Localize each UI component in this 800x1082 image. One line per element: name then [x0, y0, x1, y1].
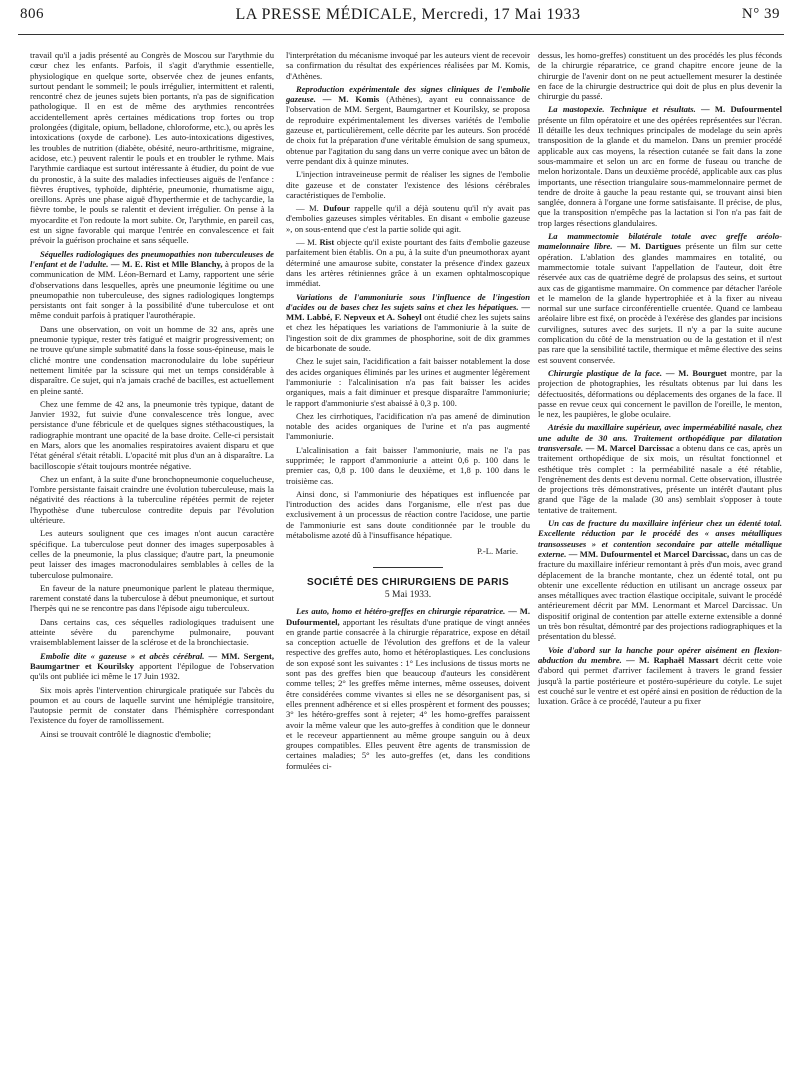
- discussant-name: Dufour: [323, 203, 350, 214]
- column-middle: [286, 50, 530, 774]
- article: [286, 606, 530, 771]
- article-title: Reproduction expérimentale des signes cliniques de l'embolie gazeuse.: [286, 83, 530, 105]
- article: [286, 84, 530, 166]
- paragraph: Chez un enfant, à la suite d'une bronchopneumonie coquelucheuse, l'ombre persistante faisait craindre une évolution tuberculeuse, mais la négativité des réactions à la tuberculine répétées permit de rejeter l'hypothèse d'une tuberculose contredite depuis par l'évolution ultérieure.: [30, 473, 274, 526]
- article-authors: — MM. Sergent, Baumgartner et Kourilsky: [30, 650, 274, 671]
- paragraph: Ainsi donc, si l'ammoniurie des hépatiques est influencée par l'introduction des acides dans l'organisme, elle n'est pas due exclusivement à un processus de réaction contre l'acidose, une partie de l'ammoniurie est sans doute conditionnée par le trouble du métabolisme azoté dû à l'insuffisance hépatique.: [286, 488, 530, 541]
- article-text: présente un film sur cette opération. L'ablation des glandes mammaires en totalité, ou mammectomie totale suivant l'appellation de l'auteur, doit être réservée aux cas de quatrième degré de prolapsus des seins, et surtout aux cas de gigantisme mammaire. On commence par détacher l'aréole et le mamelon de la glande hypertrophiée et à la fixer au niveau normal sur une surface circonférentielle cruentée. Quand ce lambeau aréolaire libre est fixé, on procède à l'exérèse des glandes par incisions curvilignes, sutures avec des surjets. Il n'y a par la suite aucune complication du côté de la menstruation ou de la gestation et il n'est pas rare que la sensibilité tactile, thermique et même élective des seins est souvent conservée.: [538, 241, 782, 365]
- article-authors: — M. Bourguet: [665, 367, 727, 378]
- discussion-text: objecte qu'il existe pourtant des faits d'embolie gazeuse parfaitement bien établis. On a pu, à la suite d'un pneumothorax ayant déterminé une amaurose subite, constater la présence d'index gazeux dans les artères rétiniennes grâce à un examen ophtalmoscopique immédiat.: [286, 237, 530, 289]
- article-text: a obtenu dans ce cas, après un traitement orthopédique de six mois, un résultat fonctionnel et esthétique très complet : la perméabilité nasale a été rétablie, l'engrènement des dents est devenu normal. Cette observation, illustrée de projections très démonstratives, présente un intérêt d'autant plus grand que l'âge de la malade (30 ans) semblait s'opposer à toute tentative de traitement.: [538, 442, 783, 515]
- article-authors: — M. Marcel Darcissac: [585, 442, 674, 453]
- paragraph: Six mois après l'intervention chirurgicale pratiquée sur l'abcès du poumon et au cours de laquelle survint une hémiplégie transitoire, l'autopsie permit de constater dans l'hémisphère correspondant l'existence du foyer de ramollissement.: [30, 684, 274, 726]
- article: [538, 368, 782, 419]
- signature: P.-L. Marie.: [476, 546, 518, 557]
- article-text: présente un film opératoire et une des opérées représentées sur l'écran. Il détaille les deux techniques principales de modelage du sein après transposition de la glande et du mamelon. Dans un premier procédé applicable aux cas moyens, la résection cutanée se fait dans la zone sous-mammaire et selon un arc en forme de fuseau ou tranche de melon horizontale. Dans un deuxième procédé, applicable aux cas plus importants, une résection triangulaire sous-mammelonnaire permet de tendre de droite à gauche la peau restante qui, se trouvant ainsi bien sanglée, donnera à l'organe une forme satisfaisante. Il précise, de plus, que la transposition n'empêche pas la lactation si l'on n'a pas fait de trop larges résections glandulaires.: [538, 114, 782, 228]
- paragraph: Dans certains cas, ces séquelles radiologiques traduisent une atteinte sévère du parenchyme pulmonaire, pouvant vraisemblablement laisser de la sclérose et de la bronchiectasie.: [30, 616, 274, 648]
- article: [286, 292, 530, 354]
- article-text: apportant les résultats d'une pratique de vingt années en grande partie consacrée à la chirurgie réparatrice, expose en détail sa conception actuelle de l'évolution des greffons et de la valeur respective des greffes auto, homo et hétéroplastiques. Les conclusions de son exposé sont les suivantes : 1° Les inclusions de tissus morts ne sont pas des greffes bien que beaucoup d'auteurs les considèrent comme telles; 2° les greffes même internes, même osseuses, doivent être considérées comme vivantes si elles ne se désorganisent pas, si elles prennent adhérence et si elles prospèrent et forment des pousses; 3° les hétéro-greffes sont à rejeter; 4° les homo-greffes paraissent avoir la même valeur que les auto-greffes à condition que le donneur et le receveur appartiennent au même groupe sanguin ou à deux groupes compatibles. Elles peuvent être agents de transmission de certaines maladies; 5° les auto-greffes (et, dans les conditions formulées ci-: [286, 616, 530, 771]
- paragraph: L'alcalinisation a fait baisser l'ammoniurie, mais ne l'a pas supprimée; le rapport d'ammoniurie a atteint 0,6 p. 100 dans le premier cas, 0,8 p. 100 dans le deuxième, et 1,8 p. 100 dans le troisième cas.: [286, 444, 530, 486]
- article-title: Embolie dite « gazeuse » et abcès cérébral.: [40, 650, 205, 661]
- article-authors: — M. Dufourmentel: [701, 104, 782, 115]
- article-title: Variations de l'ammoniurie sous l'influence de l'ingestion d'acides ou de bases chez les sujets sains et chez les hépatiques.: [286, 291, 530, 312]
- article: [538, 518, 782, 642]
- article-authors: — M. Dufourmentel,: [286, 606, 530, 627]
- column-left: [30, 50, 274, 742]
- discussant-name: Rist: [319, 237, 335, 248]
- article-text: (Athènes), ayant eu connaissance de l'observation de MM. Sergent, Baumgartner et Kourilsky, se proposa de reproduire expérimentalement les diverses variétés de l'embolie gazeuse et, particulièrement, celle décrite par les auteurs. Son procédé de choix fut la préparation d'une véritable émulsion de sang spumeux, obtenue par l'agitation du sang dans un verre conique avec un bâton de verre pendant dix à quinze minutes.: [286, 94, 530, 166]
- column-right: [538, 50, 782, 709]
- dash-prefix: — M.: [296, 203, 319, 214]
- article-authors: — MM. Dufourmentel et Marcel Darcissac,: [568, 548, 730, 559]
- paragraph: Les auteurs soulignent que ces images n'ont aucun caractère spécifique. La tuberculose peut donner des images superposables à celles de la pneumonie, la plus classique; d'autre part, la pneumonie peut laisser des images macronodulaires semblables à celles de la tuberculose pulmonaire.: [30, 528, 274, 580]
- article-title: Séquelles radiologiques des pneumopathies non tuberculeuses de l'enfant et de l'adulte.: [30, 248, 274, 269]
- article-title: Atrésie du maxillaire supérieur, avec imperméabilité nasale, chez une adulte de 30 ans. Traitement orthopédique par dilatation transversale.: [538, 422, 782, 453]
- article-text: montre, par la projection de photographies, les résultats obtenus par lui dans les défectuosités, déformations ou déplacements des organes de la face. Il passe en revue ceux qui concernent le pavillon de l'oreille, le menton, le nez, les paupières, le globe oculaire.: [538, 367, 783, 420]
- page-number: 806: [20, 6, 44, 22]
- article-title: Voie d'abord sur la hanche pour opérer aisément en flexion-abduction du membre.: [538, 644, 782, 665]
- journal-title: LA PRESSE MÉDICALE, Mercredi, 17 Mai 1933: [235, 6, 581, 23]
- paragraph: En faveur de la nature pneumonique parlent le plateau thermique, rarement constaté dans la tuberculose à début pneumonique, et surtout l'herpès qui ne se rencontre pas dans l'épisode aigu tuberculeux.: [30, 582, 274, 614]
- paragraph: Chez le sujet sain, l'acidification a fait baisser notablement la dose des acides organiques éliminés par les urines et augmenter légèrement l'ammoniurie : l'alcalinisation n'a pas fait baisser les acides organiques, mais a fait diminuer et presque disparaître l'ammoniurie; le rapport d'ammoniurie s'est abaissé à 0,3 p. 100.: [286, 356, 530, 408]
- article-title: La mammectomie bilatérale totale avec greffe aréolo-mamelonnaire libre.: [538, 231, 782, 252]
- article-title: Les auto, homo et hétéro-greffes en chirurgie réparatrice.: [296, 606, 506, 617]
- article-title: Chirurgie plastique de la face.: [548, 367, 662, 378]
- discussion-text: rappelle qu'il a déjà soutenu qu'il n'y avait pas d'embolies gazeuses simples véritables. En disant « embolie gazeuse », on sous-entend que c'est la partie solide qui agit.: [286, 203, 530, 234]
- article-text: dans un cas de fracture du maxillaire inférieur remontant à près d'un mois, avec grand déplacement de la branche montante, chez un édenté total, ont pu obtenir une excellente réduction en utilisant un ancrage osseux par anses métalliques avec traction élastique occipitale, suivant le procédé antérieurement décrit par MM. Lenormant et Marcel Darcissac. Un dispositif original de contention par attelle externe extensible a donné un très bon résultat, démontré par des projections radiographiques et la présentation du blessé.: [538, 548, 782, 642]
- section-divider: [373, 567, 443, 568]
- discussion-paragraph: [286, 203, 530, 234]
- article-authors: — M. Komis: [322, 94, 380, 105]
- article-text: décrit cette voie d'abord qui permet d'arriver facilement à travers le grand fessier jusqu'à la partie postérieure et postéro-supérieure du cotyle. Le sujet est couché sur le ventre et est opéré ainsi en position de réduction de la luxation. Grâce à ce procédé, l'auteur a pu fixer: [538, 654, 783, 707]
- paragraph: L'injection intraveineuse permit de réaliser les signes de l'embolie dite gazeuse et de constater l'existence des lésions cérébrales caractéristiques de l'embolie.: [286, 169, 530, 200]
- article-text: à propos de la communication de MM. Léon-Bernard et Lamy, rapportent une série d'observations dans lesquelles, après une pneumonie légitime ou une pneumopathie non tuberculeuse, des signes radiologiques longtemps persistants ont fait songer à la possibilité d'une tuberculose et ont même conduit parfois à pratiquer l'aurothérapie.: [30, 258, 274, 321]
- paragraph: dessus, les homo-greffes) constituent un des procédés les plus féconds de la chirurgie réparatrice, ce grand chapitre encore jeune de la chirurgie de l'avenir dont on ne peut actuellement mesurer la destinée en face de la chirurgie destructrice qui doit de plus en plus devenir la chirurgie du passé.: [538, 50, 782, 102]
- article-authors: — M. Raphaël Massart: [626, 654, 719, 665]
- paragraph: Dans une observation, on voit un homme de 32 ans, après une pneumonie typique, rester très fatigué et maigrir progressivement; on ne trouve qu'une simple submatité dans la fosse sous-épineuse, mais le cliché montre une condensation macronodulaire du lobe supérieur nettement limitée par la scissure qui met un temps considérable à disparaître. Ce sujet, qui n'a jamais craché de bacilles, est actuellement en pleine santé.: [30, 323, 274, 396]
- society-title: SOCIÉTÉ DES CHIRURGIENS DE PARIS: [306, 576, 510, 588]
- article: [30, 651, 274, 682]
- article: [538, 104, 782, 228]
- article-authors: — MM. Labbé, F. Nepveux et A. Soheyl: [286, 301, 530, 323]
- dash-prefix: — M.: [296, 237, 317, 248]
- article: [538, 422, 782, 515]
- article-authors: — M. E. Rist et Mlle Blanchy,: [110, 258, 223, 269]
- paragraph: travail qu'il a jadis présenté au Congrès de Moscou sur l'arythmie du cœur chez les enfants. Parfois, il s'agit d'arythmie essentielle, physiologique en quelque sorte, observée chez de jeunes enfants, surtout pendant le sommeil; le pouls irrégulier, intermittent et ralenti, rencontré chez de jeunes sujets bien portants, n'a pas de signification pathologique. Il en est de même des arythmies rencontrées accidentellement après certaines médications trop fortes ou trop prolongées (digitale, opium, belladone, chloroforme, etc.), ou après les intoxications (oxyde de carbone). Les auto-intoxications digestives, les troubles de nutrition (diabète, obésité, neuro-arthritisme, migraine, acidose, etc.) peuvent ralentir le pouls et en troubler le rythme. Mais l'arythmie cardiaque est surtout intéressante à étudier, du point de vue du pronostic, à la suite des maladies infectieuses aiguës de l'enfance : fièvres éruptives, typhoïde, diphtérie, pneumonie, rhumatisme aigu, oreillons. Après une phase aiguë d'hyperthermie et de tachycardie, la fièvre tombe, le pouls se ralentit et devient irrégulier. On pense à la myocardite et l'on redoute la mort subite. Or, l'arythmie, en pareil cas, est un signe favorable qui marque l'entrée en convalescence et fait prévoir la guérison prochaine et sans séquelle.: [30, 50, 274, 246]
- paragraph: l'interprétation du mécanisme invoqué par les auteurs vient de recevoir sa confirmation du résultat des expériences réalisées par M. Komis, d'Athènes.: [286, 50, 530, 81]
- article-text: ont étudié chez les sujets sains et chez les hépatiques les variations de l'ammoniurie à la suite de l'ingestion soit de dix grammes de phosphorine, soit de dix grammes de bicarbonate de soude.: [286, 312, 530, 354]
- society-date: 5 Mai 1933.: [384, 589, 432, 600]
- article-title: La mastopexie. Technique et résultats.: [548, 104, 696, 115]
- article: [538, 231, 782, 365]
- article: [30, 249, 274, 321]
- paragraph: Chez une femme de 42 ans, la pneumonie très typique, datant de Janvier 1932, fut suivie d'une convalescence très longue, avec persistance d'une fébricule et de quelques signes stéthacoustiques, la radiographie montrant une opacité de la base droite. Celle-ci persistait en Mars, alors que les anomalies respiratoires avaient disparu et que l'état général s'était rétabli. L'opacité mit plus d'un an à disparaître. La bacilloscopie s'était toujours montrée négative.: [30, 398, 274, 471]
- page-header: [18, 4, 784, 35]
- discussion-paragraph: [286, 237, 530, 288]
- paragraph: Ainsi se trouvait contrôlé le diagnostic d'embolie;: [40, 728, 211, 739]
- article-text: apportent l'épilogue de l'observation qu'ils ont publiée ici même le 17 Juin 1932.: [30, 660, 275, 682]
- paragraph: Chez les cirrhotiques, l'acidification n'a pas amené de diminution notable des acides organiques de l'urine et n'a pas augmenté l'ammoniurie.: [286, 410, 530, 442]
- article: [538, 645, 782, 707]
- issue-number: N° 39: [741, 6, 780, 22]
- article-title: Un cas de fracture du maxillaire inférieur chez un édenté total. Excellente réduction par le procédé des « anses métalliques transosseuses » et contention secondaire par attelle métallique externe.: [538, 518, 782, 559]
- article-authors: — M. Dartigues: [617, 241, 681, 252]
